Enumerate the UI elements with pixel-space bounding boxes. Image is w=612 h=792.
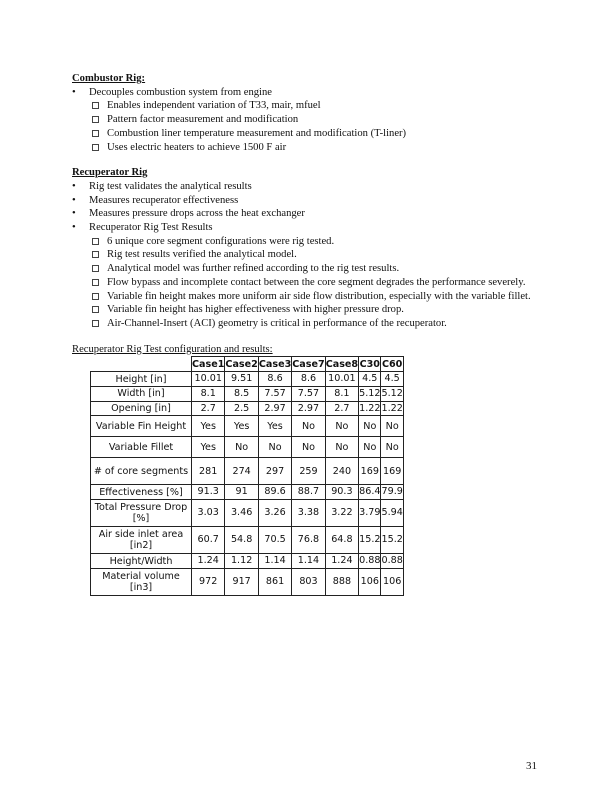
header-cell: Case2: [225, 357, 258, 372]
table-cell: No: [381, 437, 403, 458]
table-cell: 3.22: [325, 500, 358, 527]
table-cell: 106: [359, 568, 381, 595]
table-cell: 10.01: [325, 372, 358, 387]
table-cell: 8.6: [292, 372, 325, 387]
recuperator-item: Flow bypass and incomplete contact between the core segment degrades the performance severely.: [72, 276, 542, 290]
header-cell: C30: [359, 357, 381, 372]
table-cell: 86.4: [359, 485, 381, 500]
table-row: [91, 387, 404, 402]
table-cell: 60.7: [192, 527, 225, 554]
table-row: [91, 485, 404, 500]
table-cell: 1.22: [359, 401, 381, 416]
recuperator-bullet: • Recuperator Rig Test Results: [72, 221, 542, 235]
combustor-item: Enables independent variation of T33, mair, mfuel: [72, 99, 542, 113]
recuperator-item: Rig test results verified the analytical model.: [72, 248, 542, 262]
recuperator-item: Air-Channel-Insert (ACI) geometry is critical in performance of the recuperator.: [72, 317, 542, 331]
table-cell: 169: [359, 458, 381, 485]
table-cell: 972: [192, 568, 225, 595]
table-cell: 259: [292, 458, 325, 485]
row-label: Height/Width: [91, 554, 192, 569]
table-cell: 8.6: [258, 372, 291, 387]
table-cell: 281: [192, 458, 225, 485]
table-cell: 15.2: [381, 527, 403, 554]
table-cell: 803: [292, 568, 325, 595]
recuperator-item: Variable fin height has higher effectiveness with higher pressure drop.: [72, 303, 542, 317]
table-cell: No: [325, 416, 358, 437]
table-header-row: [91, 357, 404, 372]
table-cell: 70.5: [258, 527, 291, 554]
recuperator-bullet: • Rig test validates the analytical results: [72, 180, 542, 194]
table-cell: 240: [325, 458, 358, 485]
recuperator-item: Analytical model was further refined according to the rig test results.: [72, 262, 542, 276]
table-cell: 90.3: [325, 485, 358, 500]
table-caption: Recuperator Rig Test configuration and results:: [72, 343, 273, 355]
table-cell: 4.5: [381, 372, 403, 387]
table-cell: 297: [258, 458, 291, 485]
table-cell: Yes: [258, 416, 291, 437]
row-label: Variable Fin Height: [91, 416, 192, 437]
table-cell: 64.8: [325, 527, 358, 554]
header-cell: C60: [381, 357, 403, 372]
table-row: [91, 416, 404, 437]
table-cell: 76.8: [292, 527, 325, 554]
table-cell: 91: [225, 485, 258, 500]
table-cell: 89.6: [258, 485, 291, 500]
table-row: [91, 527, 404, 554]
table-cell: 10.01: [192, 372, 225, 387]
table-cell: 7.57: [258, 387, 291, 402]
row-label: Variable Fillet: [91, 437, 192, 458]
table-cell: No: [325, 437, 358, 458]
combustor-item: Pattern factor measurement and modification: [72, 113, 542, 127]
table-cell: 0.88: [381, 554, 403, 569]
table-cell: 1.14: [258, 554, 291, 569]
combustor-item: Uses electric heaters to achieve 1500 F air: [72, 141, 542, 155]
row-label: # of core segments: [91, 458, 192, 485]
table-cell: No: [225, 437, 258, 458]
table-cell: 3.03: [192, 500, 225, 527]
row-label: Air side inlet area [in2]: [91, 527, 192, 554]
page-number: 31: [526, 760, 537, 772]
table-cell: No: [258, 437, 291, 458]
table-cell: 8.1: [192, 387, 225, 402]
combustor-bullet: • Decouples combustion system from engine: [72, 86, 542, 100]
row-label: Width [in]: [91, 387, 192, 402]
page-content: [72, 72, 542, 596]
table-cell: 2.7: [192, 401, 225, 416]
table-cell: 4.5: [359, 372, 381, 387]
table-row: [91, 568, 404, 595]
table-cell: 91.3: [192, 485, 225, 500]
table-cell: No: [292, 416, 325, 437]
table-cell: 106: [381, 568, 403, 595]
table-row: [91, 437, 404, 458]
table-cell: Yes: [192, 416, 225, 437]
recuperator-item: 6 unique core segment configurations were rig tested.: [72, 235, 542, 249]
table-row: [91, 500, 404, 527]
table-cell: 1.12: [225, 554, 258, 569]
row-label: Total Pressure Drop [%]: [91, 500, 192, 527]
recuperator-item: Variable fin height makes more uniform air side flow distribution, especially with the variable fillet.: [72, 290, 542, 304]
row-label: Effectiveness [%]: [91, 485, 192, 500]
table-cell: No: [292, 437, 325, 458]
recuperator-heading: Recuperator Rig: [72, 167, 148, 179]
table-row: [91, 401, 404, 416]
row-label: Height [in]: [91, 372, 192, 387]
combustor-heading: Combustor Rig:: [72, 73, 146, 84]
table-cell: 2.7: [325, 401, 358, 416]
table-cell: 2.97: [258, 401, 291, 416]
table-cell: 169: [381, 458, 403, 485]
table-row: [91, 372, 404, 387]
table-cell: 2.97: [292, 401, 325, 416]
table-cell: 3.46: [225, 500, 258, 527]
table-cell: 3.38: [292, 500, 325, 527]
header-cell: Case8: [325, 357, 358, 372]
table-cell: No: [359, 416, 381, 437]
combustor-list: [72, 86, 542, 155]
table-cell: 1.14: [292, 554, 325, 569]
header-cell: Case1: [192, 357, 225, 372]
table-cell: 888: [325, 568, 358, 595]
table-cell: 0.88: [359, 554, 381, 569]
table-cell: 88.7: [292, 485, 325, 500]
row-label: Material volume [in3]: [91, 568, 192, 595]
table-cell: 861: [258, 568, 291, 595]
recuperator-bullet: • Measures recuperator effectiveness: [72, 194, 542, 208]
table-cell: 274: [225, 458, 258, 485]
header-corner: [91, 357, 192, 372]
table-cell: 7.57: [292, 387, 325, 402]
table-cell: 8.1: [325, 387, 358, 402]
table-cell: 79.9: [381, 485, 403, 500]
table-cell: 8.5: [225, 387, 258, 402]
table-cell: 3.26: [258, 500, 291, 527]
table-cell: 3.79: [359, 500, 381, 527]
table-cell: 54.8: [225, 527, 258, 554]
table-cell: 9.51: [225, 372, 258, 387]
header-cell: Case7: [292, 357, 325, 372]
table-cell: Yes: [192, 437, 225, 458]
table-cell: 2.5: [225, 401, 258, 416]
row-label: Opening [in]: [91, 401, 192, 416]
rig-test-table: [90, 356, 404, 596]
table-cell: 5.12: [381, 387, 403, 402]
table-row: [91, 554, 404, 569]
recuperator-list: [72, 180, 542, 331]
table-cell: 15.2: [359, 527, 381, 554]
table-cell: 1.24: [192, 554, 225, 569]
table-cell: 5.12: [359, 387, 381, 402]
table-cell: Yes: [225, 416, 258, 437]
table-row: [91, 458, 404, 485]
header-cell: Case3: [258, 357, 291, 372]
table-cell: No: [359, 437, 381, 458]
combustor-item: Combustion liner temperature measurement and modification (T-liner): [72, 127, 542, 141]
table-cell: 1.24: [325, 554, 358, 569]
table-cell: No: [381, 416, 403, 437]
table-cell: 917: [225, 568, 258, 595]
table-cell: 1.22: [381, 401, 403, 416]
recuperator-bullet: • Measures pressure drops across the heat exchanger: [72, 207, 542, 221]
table-cell: 5.94: [381, 500, 403, 527]
